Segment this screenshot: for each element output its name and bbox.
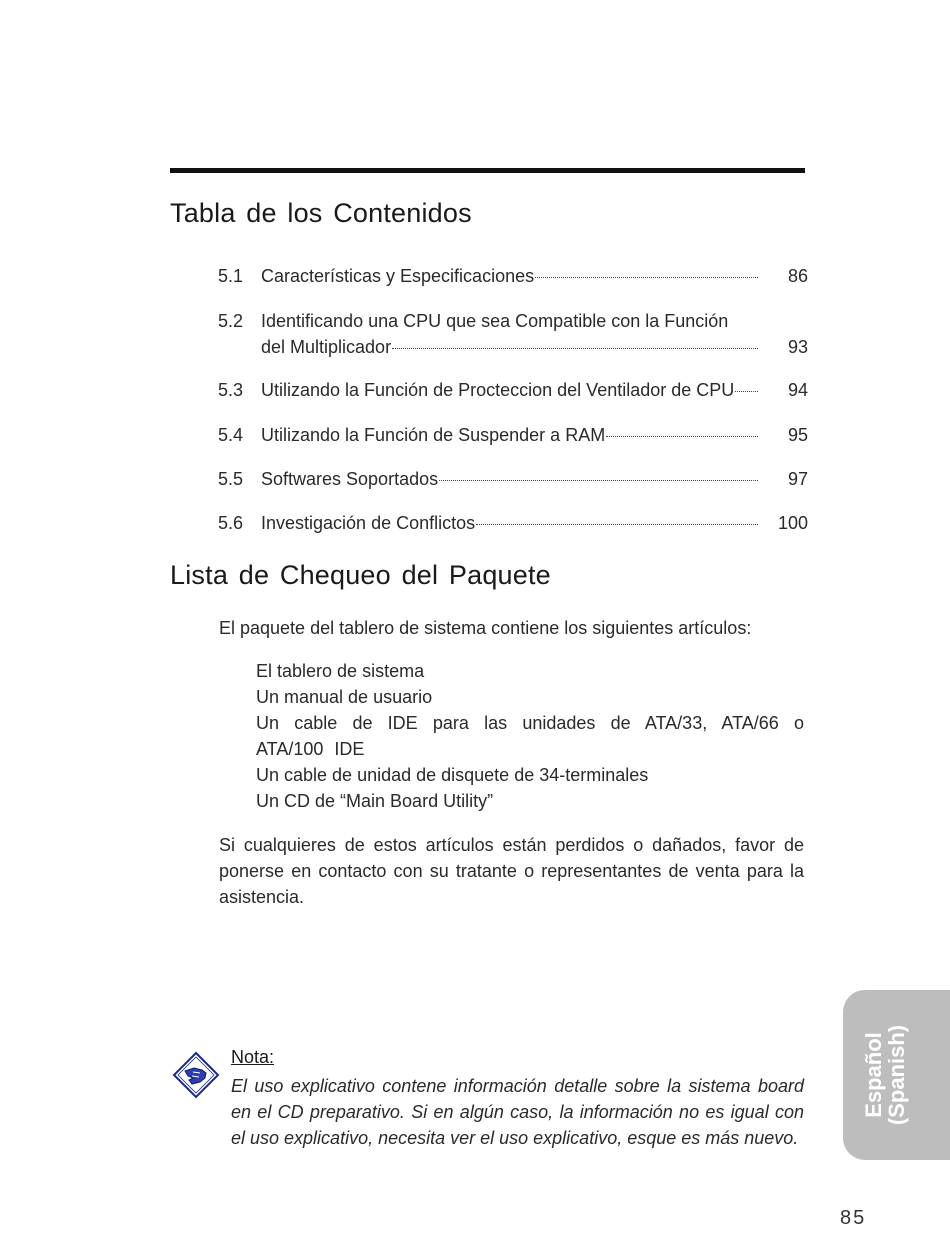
toc-title: Características y Especificaciones bbox=[261, 266, 535, 286]
note-hand-icon bbox=[172, 1051, 220, 1099]
toc-entry-5-2[interactable] bbox=[218, 308, 808, 360]
side-tab-line-2: (Spanish) bbox=[883, 1024, 909, 1126]
page-number: 85 bbox=[840, 1207, 867, 1229]
toc-page-number: 86 bbox=[787, 266, 808, 286]
toc-title: Investigación de Conflictos bbox=[261, 513, 476, 533]
toc-page-number: 95 bbox=[787, 425, 808, 445]
toc-leader bbox=[535, 277, 758, 278]
toc-number: 5.1 bbox=[218, 266, 244, 286]
checklist-item: Un CD de “Main Board Utility” bbox=[256, 791, 494, 811]
checklist-outro: Si cualquieres de estos artículos están perdidos o dañados, favor de ponerse en contacto con su tratante o representantes de venta para la asistencia. bbox=[219, 835, 804, 907]
toc-title-line-1: Identificando una CPU que sea Compatible con la Función bbox=[261, 311, 729, 331]
toc-number: 5.6 bbox=[218, 513, 244, 533]
toc-title-line-2: del Multiplicador bbox=[261, 337, 392, 357]
header-rule bbox=[170, 168, 805, 173]
toc-page-number: 97 bbox=[787, 469, 808, 489]
checklist-item: El tablero de sistema bbox=[256, 661, 425, 681]
toc-title: Softwares Soportados bbox=[261, 469, 439, 489]
language-side-tab bbox=[843, 990, 950, 1160]
toc-page-number: 94 bbox=[787, 380, 808, 400]
checklist-intro: El paquete del tablero de sistema contiene los siguientes artículos: bbox=[219, 618, 752, 638]
checklist-heading: Lista de Chequeo del Paquete bbox=[170, 560, 551, 590]
toc-page-number: 100 bbox=[777, 513, 808, 533]
toc-leader bbox=[392, 348, 758, 349]
toc-leader bbox=[606, 436, 758, 437]
toc-number: 5.2 bbox=[218, 311, 244, 331]
toc-title: Utilizando la Función de Suspender a RAM bbox=[261, 425, 606, 445]
toc-leader bbox=[735, 391, 758, 392]
note-title: Nota: bbox=[231, 1047, 275, 1067]
checklist-item: Un cable de unidad de disquete de 34-terminales bbox=[256, 765, 649, 785]
toc-number: 5.3 bbox=[218, 380, 244, 400]
toc-page-number: 93 bbox=[787, 337, 808, 357]
toc-leader bbox=[476, 524, 758, 525]
side-tab-line-1: Español bbox=[860, 1032, 886, 1118]
toc-heading: Tabla de los Contenidos bbox=[170, 198, 472, 228]
checklist-item: Un manual de usuario bbox=[256, 687, 433, 707]
toc-title: Utilizando la Función de Procteccion del Ventilador de CPU bbox=[261, 380, 735, 400]
checklist-items bbox=[256, 658, 804, 814]
toc-number: 5.4 bbox=[218, 425, 244, 445]
checklist-item: Un cable de IDE para las unidades de ATA/33, ATA/66 o ATA/100 IDE bbox=[256, 713, 804, 759]
toc-leader bbox=[439, 480, 758, 481]
toc-number: 5.5 bbox=[218, 469, 244, 489]
note-body: El uso explicativo contene información detalle sobre la sistema board en el CD preparativo. Si en algún caso, la información no es igual con el uso explicativo, necesita ver el uso explicativo, esque es más nuevo. bbox=[231, 1076, 804, 1148]
